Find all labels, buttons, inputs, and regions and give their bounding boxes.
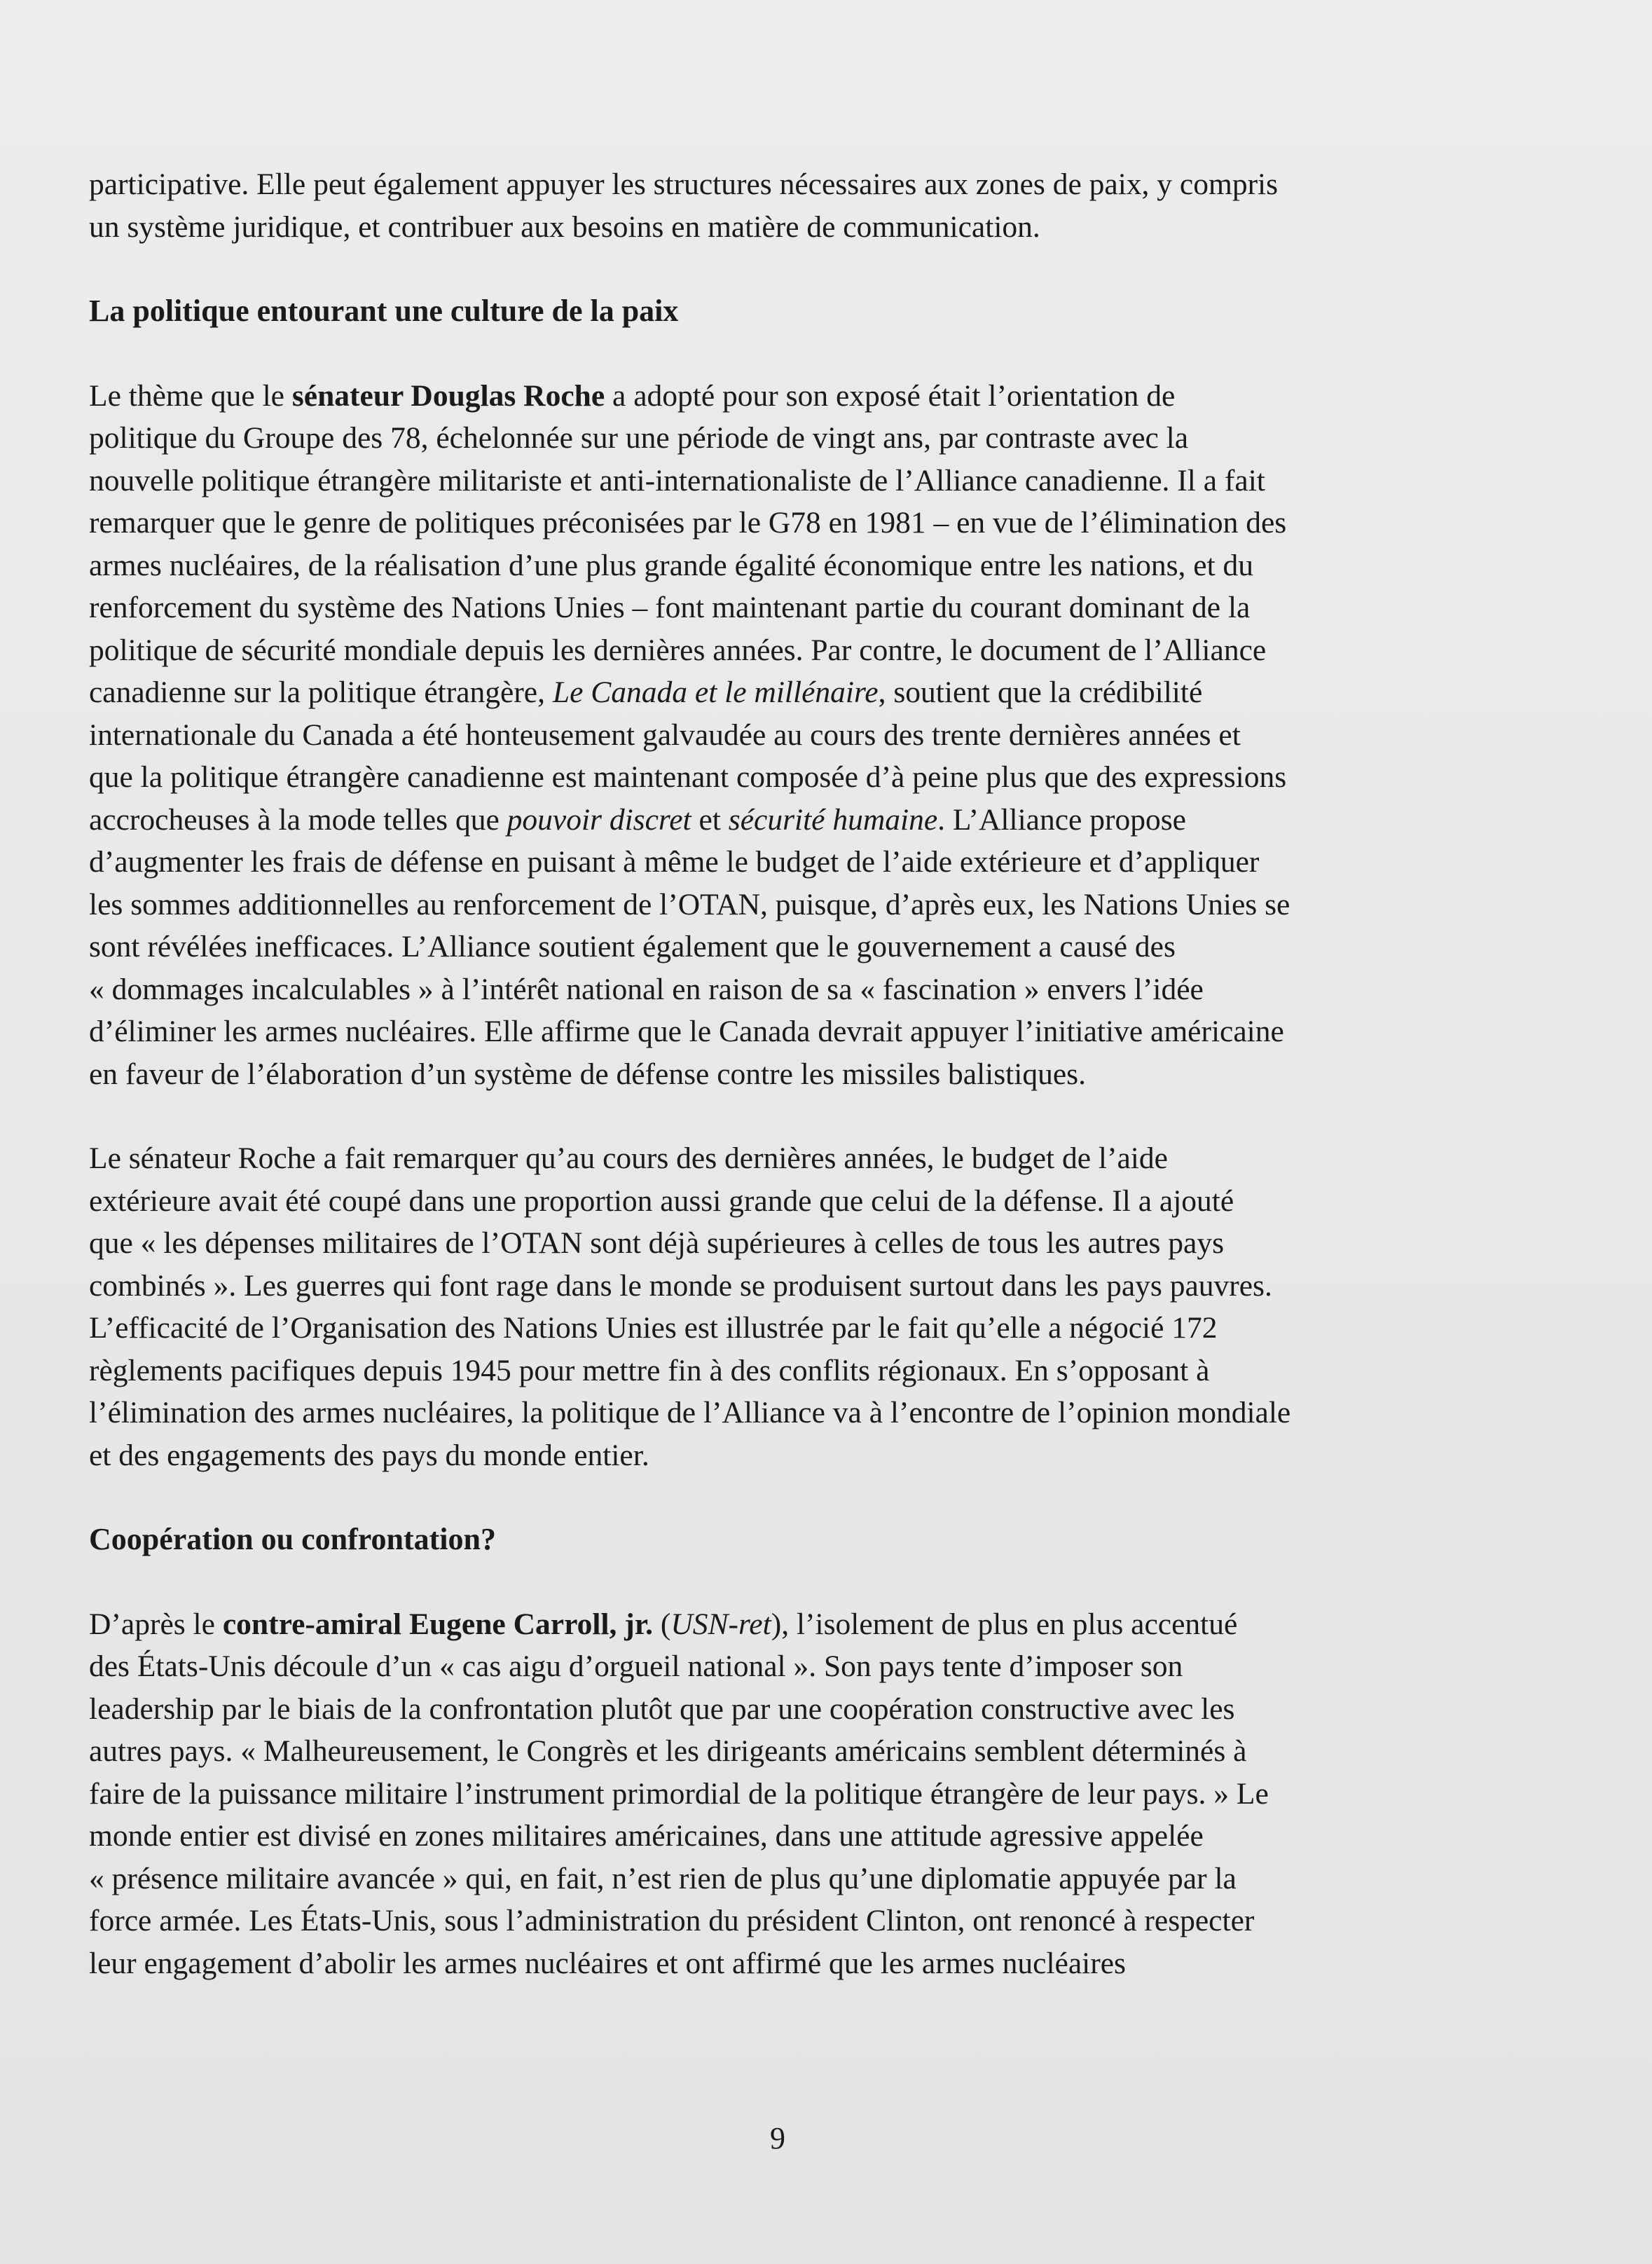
paragraph-roche-budget bbox=[89, 1137, 1490, 1476]
text-line: Le thème que le sénateur Douglas Roche a adopté pour son exposé était l’orientation de bbox=[89, 378, 1176, 413]
intro-paragraph bbox=[89, 163, 1490, 248]
text-line: L’efficacité de l’Organisation des Nations Unies est illustrée par le fait qu’elle a négocié 172 bbox=[89, 1311, 1218, 1345]
text-line: sont révélées inefficaces. L’Alliance soutient également que le gouvernement a causé des bbox=[89, 930, 1176, 963]
speaker-name: contre-amiral Eugene Carroll, jr. bbox=[222, 1607, 653, 1641]
text-line: participative. Elle peut également appuyer les structures nécessaires aux zones de paix, y compris bbox=[89, 167, 1279, 201]
text-line: que « les dépenses militaires de l’OTAN sont déjà supérieures à celles de tous les autres pays bbox=[89, 1226, 1225, 1260]
section-heading-culture-paix: La politique entourant une culture de la paix bbox=[89, 294, 679, 328]
text-line: politique de sécurité mondiale depuis les dernières années. Par contre, le document de l’Alliance bbox=[89, 633, 1267, 667]
text-line: leur engagement d’abolir les armes nucléaires et ont affirmé que les armes nucléaires bbox=[89, 1946, 1126, 1980]
document-title: Le Canada et le millénaire bbox=[552, 675, 879, 709]
text-line: faire de la puissance militaire l’instrument primordial de la politique étrangère de leur pays. » Le bbox=[89, 1776, 1269, 1811]
text-line: un système juridique, et contribuer aux besoins en matière de communication. bbox=[89, 210, 1040, 244]
text-line: et des engagements des pays du monde entier. bbox=[89, 1438, 649, 1472]
text-line: en faveur de l’élaboration d’un système de défense contre les missiles balistiques. bbox=[89, 1057, 1086, 1091]
page-number: 9 bbox=[770, 2121, 785, 2155]
text-column bbox=[89, 163, 1490, 1984]
text-line: les sommes additionnelles au renforcement de l’OTAN, puisque, d’après eux, les Nations Unies se bbox=[89, 887, 1290, 921]
text-line: nouvelle politique étrangère militariste et anti-internationaliste de l’Alliance canadienne. Il a fait bbox=[89, 463, 1265, 498]
text-line: « présence militaire avancée » qui, en fait, n’est rien de plus qu’une diplomatie appuyée par la bbox=[89, 1861, 1237, 1895]
paragraph-roche bbox=[89, 375, 1490, 1096]
text-line: règlements pacifiques depuis 1945 pour mettre fin à des conflits régionaux. En s’opposant à bbox=[89, 1353, 1210, 1387]
paragraph-carroll bbox=[89, 1603, 1490, 1985]
text-line: internationale du Canada a été honteusement galvaudée au cours des trente dernières années et bbox=[89, 718, 1241, 752]
text-line: armes nucléaires, de la réalisation d’une plus grande égalité économique entre les nations, et du bbox=[89, 548, 1254, 582]
text-line: D’après le contre-amiral Eugene Carroll, jr. (USN-ret), l’isolement de plus en plus accentué bbox=[89, 1607, 1238, 1641]
text-line: remarquer que le genre de politiques préconisées par le G78 en 1981 – en vue de l’élimination des bbox=[89, 506, 1287, 540]
text-line: l’élimination des armes nucléaires, la politique de l’Alliance va à l’encontre de l’opinion mondiale bbox=[89, 1396, 1291, 1429]
text-line: d’éliminer les armes nucléaires. Elle affirme que le Canada devrait appuyer l’initiative américaine bbox=[89, 1015, 1284, 1048]
speaker-name: sénateur Douglas Roche bbox=[291, 378, 605, 413]
text-line: d’augmenter les frais de défense en puisant à même le budget de l’aide extérieure et d’appliquer bbox=[89, 845, 1260, 879]
text-line: politique du Groupe des 78, échelonnée sur une période de vingt ans, par contraste avec la bbox=[89, 421, 1189, 455]
section-heading-cooperation: Coopération ou confrontation? bbox=[89, 1522, 496, 1556]
text-line: force armée. Les États-Unis, sous l’administration du président Clinton, ont renoncé à respecter bbox=[89, 1904, 1255, 1937]
text-line: autres pays. « Malheureusement, le Congrès et les dirigeants américains semblent déterminés à bbox=[89, 1734, 1247, 1768]
text-line: canadienne sur la politique étrangère, Le Canada et le millénaire, soutient que la crédibilité bbox=[89, 675, 1203, 709]
text-line: combinés ». Les guerres qui font rage dans le monde se produisent surtout dans les pays pauvres. bbox=[89, 1268, 1272, 1303]
text-line: extérieure avait été coupé dans une proportion aussi grande que celui de la défense. Il a ajouté bbox=[89, 1184, 1234, 1218]
text-line: des États-Unis découle d’un « cas aigu d’orgueil national ». Son pays tente d’imposer son bbox=[89, 1649, 1183, 1683]
text-line: « dommages incalculables » à l’intérêt national en raison de sa « fascination » envers l’idée bbox=[89, 972, 1204, 1006]
text-line: renforcement du système des Nations Unies – font maintenant partie du courant dominant de la bbox=[89, 591, 1251, 624]
text-line: monde entier est divisé en zones militaires américaines, dans une attitude agressive appelée bbox=[89, 1819, 1204, 1853]
text-line: que la politique étrangère canadienne est maintenant composée d’à peine plus que des expressions bbox=[89, 760, 1287, 794]
text-line: leadership par le biais de la confrontation plutôt que par une coopération constructive avec les bbox=[89, 1692, 1235, 1726]
text-line: Le sénateur Roche a fait remarquer qu’au cours des dernières années, le budget de l’aide bbox=[89, 1141, 1168, 1175]
text-line: accrocheuses à la mode telles que pouvoir discret et sécurité humaine. L’Alliance propose bbox=[89, 802, 1186, 837]
